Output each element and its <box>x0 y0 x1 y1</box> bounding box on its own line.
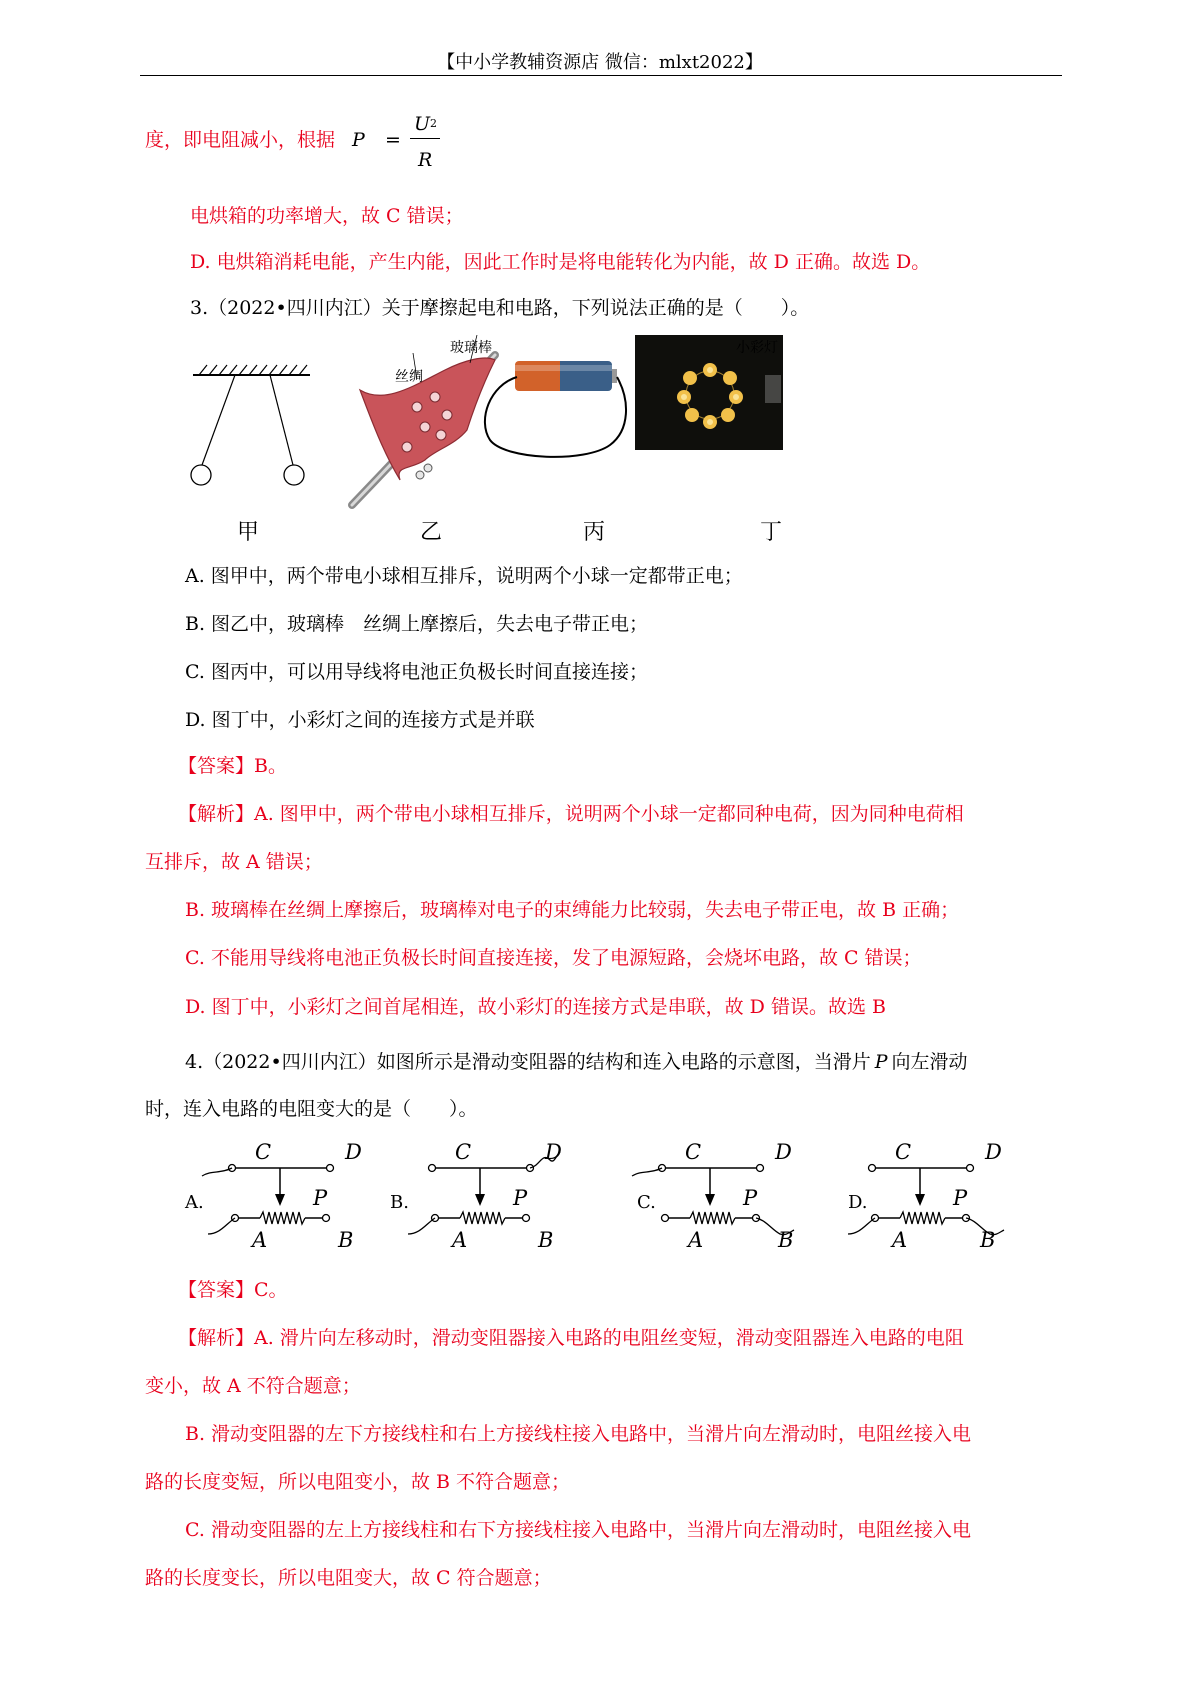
q4-analysis-6: 路的长度变长，所以电阻变大，故 C 符合题意； <box>145 1567 552 1589</box>
term-b-p: P <box>513 1186 528 1210</box>
q4-analysis-5: C. 滑动变阻器的左上方接线柱和右下方接线柱接入电路中，当滑片向左滑动时，电阻丝接入电 <box>185 1519 971 1541</box>
term-d-d: D <box>985 1140 1002 1164</box>
term-d-a: A <box>892 1228 908 1252</box>
q4-stem-part-a: 4.（2022•四川内江）如图所示是滑动变阻器的结构和连入电路的示意图，当滑片 P 向左滑动 <box>185 1051 968 1073</box>
formula-den: R <box>418 149 433 171</box>
q3-answer: 【答案】B。 <box>178 755 287 777</box>
formula-bar <box>410 138 440 139</box>
label-jia: 甲 <box>237 520 260 545</box>
q3-option-a: A. 图甲中，两个带电小球相互排斥，说明两个小球一定都带正电； <box>185 565 743 587</box>
page-header: 【中小学教辅资源店 微信：mlxt2022】 <box>437 52 763 73</box>
term-d-p: P <box>953 1186 968 1210</box>
text-line-1: 度，即电阻减小，根据 <box>145 129 336 151</box>
label-ding: 丁 <box>760 520 783 545</box>
q3-analysis-4: C. 不能用导线将电池正负极长时间直接连接，发了电源短路，会烧坏电路，故 C 错误； <box>185 947 922 969</box>
term-a-a: A <box>252 1228 268 1252</box>
text-line-2: 电烘箱的功率增大，故 C 错误； <box>190 205 464 227</box>
q3-option-b: B. 图乙中，玻璃棒 丝绸上摩擦后，失去电子带正电； <box>185 613 649 635</box>
q4-analysis-4: 路的长度变短，所以电阻变小，故 B 不符合题意； <box>145 1471 571 1493</box>
figure-yi <box>352 335 495 505</box>
term-c-c: C <box>685 1140 702 1164</box>
term-a-b: B <box>338 1228 354 1252</box>
q4-diagrams <box>180 1130 1060 1260</box>
label-silk: 丝绸 <box>395 369 423 385</box>
q4-letter-a: A. <box>185 1192 204 1213</box>
formula-p: P <box>352 129 365 151</box>
term-c-d: D <box>775 1140 792 1164</box>
q3-figures <box>185 335 865 545</box>
label-yi: 乙 <box>420 520 443 545</box>
term-a-c: C <box>255 1140 272 1164</box>
q3-analysis-3: B. 玻璃棒在丝绸上摩擦后，玻璃棒对电子的束缚能力比较弱，失去电子带正电，故 B 正确； <box>185 899 960 921</box>
q4-stem-part-b: 时，连入电路的电阻变大的是（ ）。 <box>145 1098 478 1120</box>
term-c-a: A <box>688 1228 704 1252</box>
term-b-b: B <box>538 1228 554 1252</box>
q3-analysis-2: 互排斥，故 A 错误； <box>145 851 323 873</box>
term-c-p: P <box>743 1186 758 1210</box>
term-a-d: D <box>345 1140 362 1164</box>
formula-num: $U^2$ <box>414 113 438 135</box>
q4-letter-d: D. <box>848 1192 868 1213</box>
q4-analysis-1: 【解析】A. 滑片向左移动时，滑动变阻器接入电路的电阻丝变短，滑动变阻器连入电路的电阻 <box>178 1327 964 1349</box>
q4-letter-c: C. <box>637 1192 656 1213</box>
q4-analysis-3: B. 滑动变阻器的左下方接线柱和右上方接线柱接入电路中，当滑片向左滑动时，电阻丝接入电 <box>185 1423 972 1445</box>
label-small-lights: 小彩灯 <box>736 340 778 356</box>
figure-jia <box>191 365 310 485</box>
term-b-a: A <box>452 1228 468 1252</box>
term-b-c: C <box>455 1140 472 1164</box>
term-a-p: P <box>313 1186 328 1210</box>
label-glass-rod: 玻璃棒 <box>450 340 492 356</box>
q3-option-c: C. 图丙中，可以用导线将电池正负极长时间直接连接； <box>185 661 648 683</box>
figure-bing <box>485 361 626 457</box>
q3-stem: 3.（2022•四川内江）关于摩擦起电和电路，下列说法正确的是（ ）。 <box>190 297 810 319</box>
q3-analysis-5: D. 图丁中，小彩灯之间首尾相连，故小彩灯的连接方式是串联，故 D 错误。故选 B <box>185 996 886 1018</box>
q4-letter-b: B. <box>390 1192 409 1213</box>
q4-analysis-2: 变小，故 A 不符合题意； <box>145 1375 361 1397</box>
header-rule <box>140 75 1062 76</box>
q4-answer: 【答案】C。 <box>178 1279 288 1301</box>
q3-analysis-1: 【解析】A. 图甲中，两个带电小球相互排斥，说明两个小球一定都同种电荷，因为同种电荷相 <box>178 803 964 825</box>
q3-option-d: D. 图丁中，小彩灯之间的连接方式是并联 <box>185 709 535 731</box>
term-d-b: B <box>980 1228 996 1252</box>
term-d-c: C <box>895 1140 912 1164</box>
term-b-d: D <box>545 1140 562 1164</box>
text-line-3: D. 电烘箱消耗电能，产生内能，因此工作时是将电能转化为内能，故 D 正确。故选 D。 <box>190 251 931 273</box>
formula-eq: = <box>385 129 401 151</box>
label-bing: 丙 <box>583 520 606 545</box>
term-c-b: B <box>778 1228 794 1252</box>
